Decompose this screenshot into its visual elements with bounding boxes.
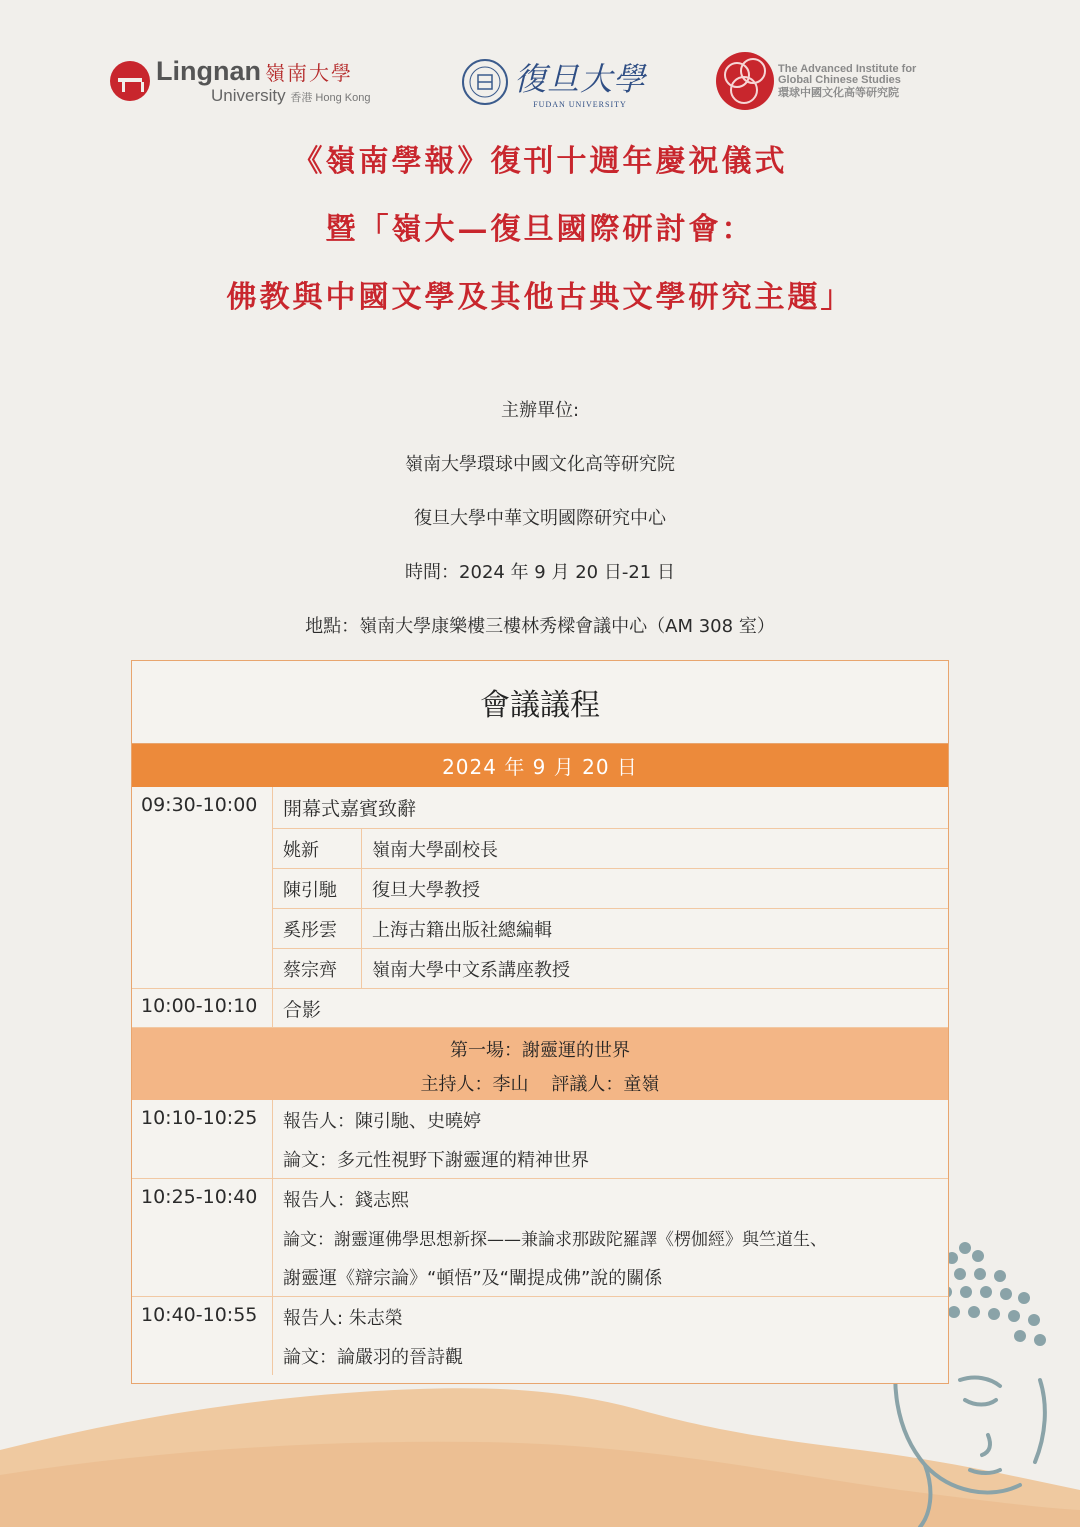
speaker-row	[273, 828, 948, 868]
speaker-role: 嶺南大學中文系講座教授	[372, 959, 570, 981]
fudan-logo	[462, 54, 646, 109]
talk-line: 論文：多元性視野下謝靈運的精神世界	[283, 1149, 589, 1171]
lingnan-emblem-icon	[110, 61, 150, 101]
opening-time: 09:30-10:00	[132, 787, 273, 988]
agenda-date-bar: 2024 年 9 月 20 日	[132, 744, 948, 787]
talk-time: 10:40-10:55	[132, 1297, 273, 1375]
fudan-en-name: FUDAN UNIVERSITY	[533, 100, 627, 109]
photo-label: 合影	[283, 998, 322, 1021]
talk-line: 報告人: 朱志榮	[283, 1307, 403, 1329]
title-line-3: 佛教與中國文學及其他古典文學研究主題」	[226, 280, 854, 315]
photo-time: 10:00-10:10	[132, 989, 273, 1027]
event-time: 時間：2024 年 9 月 20 日-21 日	[405, 562, 675, 583]
lingnan-logo	[110, 58, 370, 104]
fudan-seal-icon	[462, 59, 508, 105]
speaker-row	[273, 948, 948, 988]
talk-line: 論文：論嚴羽的晉詩觀	[283, 1346, 463, 1368]
institute-emblem-icon	[716, 52, 774, 110]
agenda-table	[131, 660, 949, 1384]
talk-row	[132, 1179, 948, 1297]
lingnan-cn-name: 嶺南大學	[264, 61, 353, 85]
session-hosts: 主持人：李山 評議人：童嶺	[420, 1074, 660, 1095]
institute-en-line1: The Advanced Institute for	[778, 62, 917, 75]
speaker-row	[273, 868, 948, 908]
organizer-1: 嶺南大學環球中國文化高等研究院	[405, 454, 675, 475]
speaker-name: 奚彤雲	[273, 909, 362, 948]
opening-label: 開幕式嘉賓致辭	[283, 798, 417, 820]
speaker-name: 姚新	[273, 829, 362, 868]
speaker-role: 上海古籍出版社總編輯	[372, 919, 552, 941]
title-line-2: 暨「嶺大—復旦國際研討會：	[325, 212, 755, 247]
opening-row	[132, 787, 948, 989]
event-venue: 地點：嶺南大學康樂樓三樓林秀樑會議中心（AM 308 室）	[305, 616, 775, 637]
talk-line: 報告人：陳引馳、史曉婷	[283, 1110, 481, 1132]
photo-row	[132, 989, 948, 1028]
institute-logo	[716, 52, 916, 110]
lingnan-region: 香港 Hong Kong	[290, 92, 371, 104]
title-line-1: 《嶺南學報》復刊十週年慶祝儀式	[292, 144, 788, 179]
lingnan-en-sub: University	[211, 86, 286, 105]
institute-cn-name: 環球中國文化高等研究院	[778, 85, 899, 99]
talk-row	[132, 1100, 948, 1179]
session-header	[132, 1028, 948, 1100]
institute-en-line2: Global Chinese Studies	[778, 74, 901, 87]
speaker-role: 嶺南大學副校長	[372, 839, 498, 861]
organizer-2: 復旦大學中華文明國際研究中心	[414, 508, 666, 529]
talk-time: 10:10-10:25	[132, 1100, 273, 1178]
fudan-cn-name: 復旦大學	[514, 60, 647, 98]
lingnan-en-name: Lingnan	[156, 56, 261, 86]
logo-bar	[0, 48, 1080, 118]
talk-line: 論文：謝靈運佛學思想新探——兼論求那跋陀羅譯《楞伽經》與竺道生、	[283, 1230, 827, 1250]
talk-row	[132, 1297, 948, 1375]
speaker-role: 復旦大學教授	[372, 879, 480, 901]
agenda-title: 會議議程	[132, 661, 948, 744]
speaker-name: 陳引馳	[273, 869, 362, 908]
talk-line: 報告人：錢志熙	[283, 1189, 409, 1211]
talk-line: 謝靈運《辯宗論》“頓悟”及“闡提成佛”說的關係	[283, 1267, 663, 1289]
organizers-label: 主辦單位:	[500, 400, 580, 421]
speaker-name: 蔡宗齊	[273, 949, 362, 988]
speaker-row	[273, 908, 948, 948]
session-title: 第一場：謝靈運的世界	[450, 1040, 630, 1061]
talk-time: 10:25-10:40	[132, 1179, 273, 1296]
